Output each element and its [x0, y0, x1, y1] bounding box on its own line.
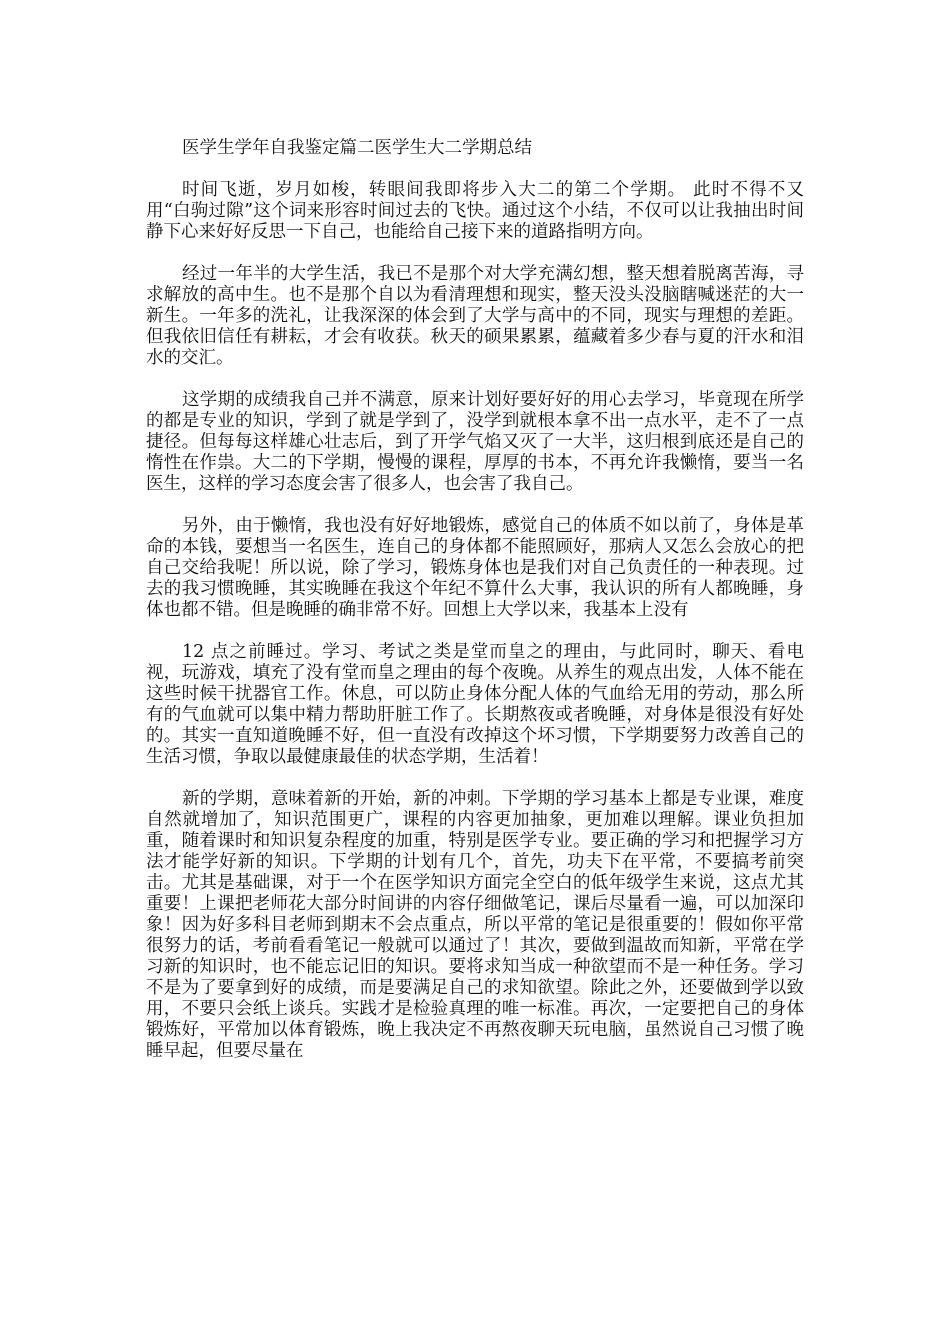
document-title: 医学生学年自我鉴定篇二医学生大二学期总结	[182, 138, 532, 158]
paragraph-3: 这学期的成绩我自己并不满意，原来计划好要好好的用心去学习，毕竟现在所学的都是专业的知识，学到了就是学到了，没学到就根本拿不出一点水平，走不了一点捷径。但每每这样雄心壮志后，到了开学气焰又灭了一大半，这归根到底还是自己的惰性在作祟。大二的下学期，慢慢的课程，厚厚的书本，不再允许我懒惰，要当一名医生，这样的学习态度会害了很多人，也会害了我自己。	[146, 390, 804, 494]
paragraph-2: 经过一年半的大学生活，我已不是那个对大学充满幻想，整天想着脱离苦海，寻求解放的高中生。也不是那个自以为看清理想和现实，整天没头没脑瞎喊迷茫的大一新生。一年多的洗礼，让我深深的体会到了大学与高中的不同，现实与理想的差距。但我依旧信任有耕耘，才会有收获。秋天的硕果累累，蕴藏着多少春与夏的汗水和泪水的交汇。	[146, 264, 804, 368]
paragraph-6: 新的学期，意味着新的开始，新的冲刺。下学期的学习基本上都是专业课，难度自然就增加了，知识范围更广，课程的内容更加抽象，更加难以理解。课业负担加重，随着课时和知识复杂程度的加重，特别是医学专业。要正确的学习和把握学习方法才能学好新的知识。下学期的计划有几个，首先，功夫下在平常，不要搞考前突击。尤其是基础课，对于一个在医学知识方面完全空白的低年级学生来说，这点尤其重要！上课把老师花大部分时间讲的内容仔细做笔记，课后尽量看一遍，可以加深印象！因为好多科目老师到期末不会点重点，所以平常的笔记是很重要的！假如你平常很努力的话，考前看看笔记一般就可以通过了！其次，要做到温故而知新，平常在学习新的知识时，也不能忘记旧的知识。要将求知当成一种欲望而不是一种任务。学习不是为了要拿到好的成绩，而是要满足自己的求知欲望。除此之外，还要做到学以致用，不要只会纸上谈兵。实践才是检验真理的唯一标准。再次，一定要把自己的身体锻炼好，平常加以体育锻炼，晚上我决定不再熬夜聊天玩电脑，虽然说自己习惯了晚睡早起，但要尽量在	[146, 789, 804, 1061]
paragraph-4: 另外，由于懒惰，我也没有好好地锻炼，感觉自己的体质不如以前了，身体是革命的本钱，要想当一名医生，连自己的身体都不能照顾好，那病人又怎么会放心的把自己交给我呢！所以说，除了学习，锻炼身体也是我们对自己负责任的一种表现。过去的我习惯晚睡，其实晚睡在我这个年纪不算什么大事，我认识的所有人都晚睡，身体也都不错。但是晚睡的确非常不好。回想上大学以来，我基本上没有	[146, 516, 804, 620]
paragraph-1: 时间飞逝，岁月如梭，转眼间我即将步入大二的第二个学期。 此时不得不又用“白驹过隙”这个词来形容时间过去的飞快。通过这个小结，不仅可以让我抽出时间静下心来好好反思一下自己，也能给自己接下来的道路指明方向。	[146, 180, 804, 242]
paragraph-5: 12 点之前睡过。学习、考试之类是堂而皇之的理由，与此同时，聊天、看电视，玩游戏，填充了没有堂而皇之理由的每个夜晚。从养生的观点出发，人体不能在这些时候干扰器官工作。休息，可以防止身体分配人体的气血给无用的劳动，那么所有的气血就可以集中精力帮助肝脏工作了。长期熬夜或者晚睡，对身体是很没有好处的。其实一直知道晚睡不好，但一直没有改掉这个坏习惯，下学期要努力改善自己的生活习惯，争取以最健康最佳的状态学期，生活着！	[146, 642, 804, 767]
document-page	[146, 138, 804, 1083]
